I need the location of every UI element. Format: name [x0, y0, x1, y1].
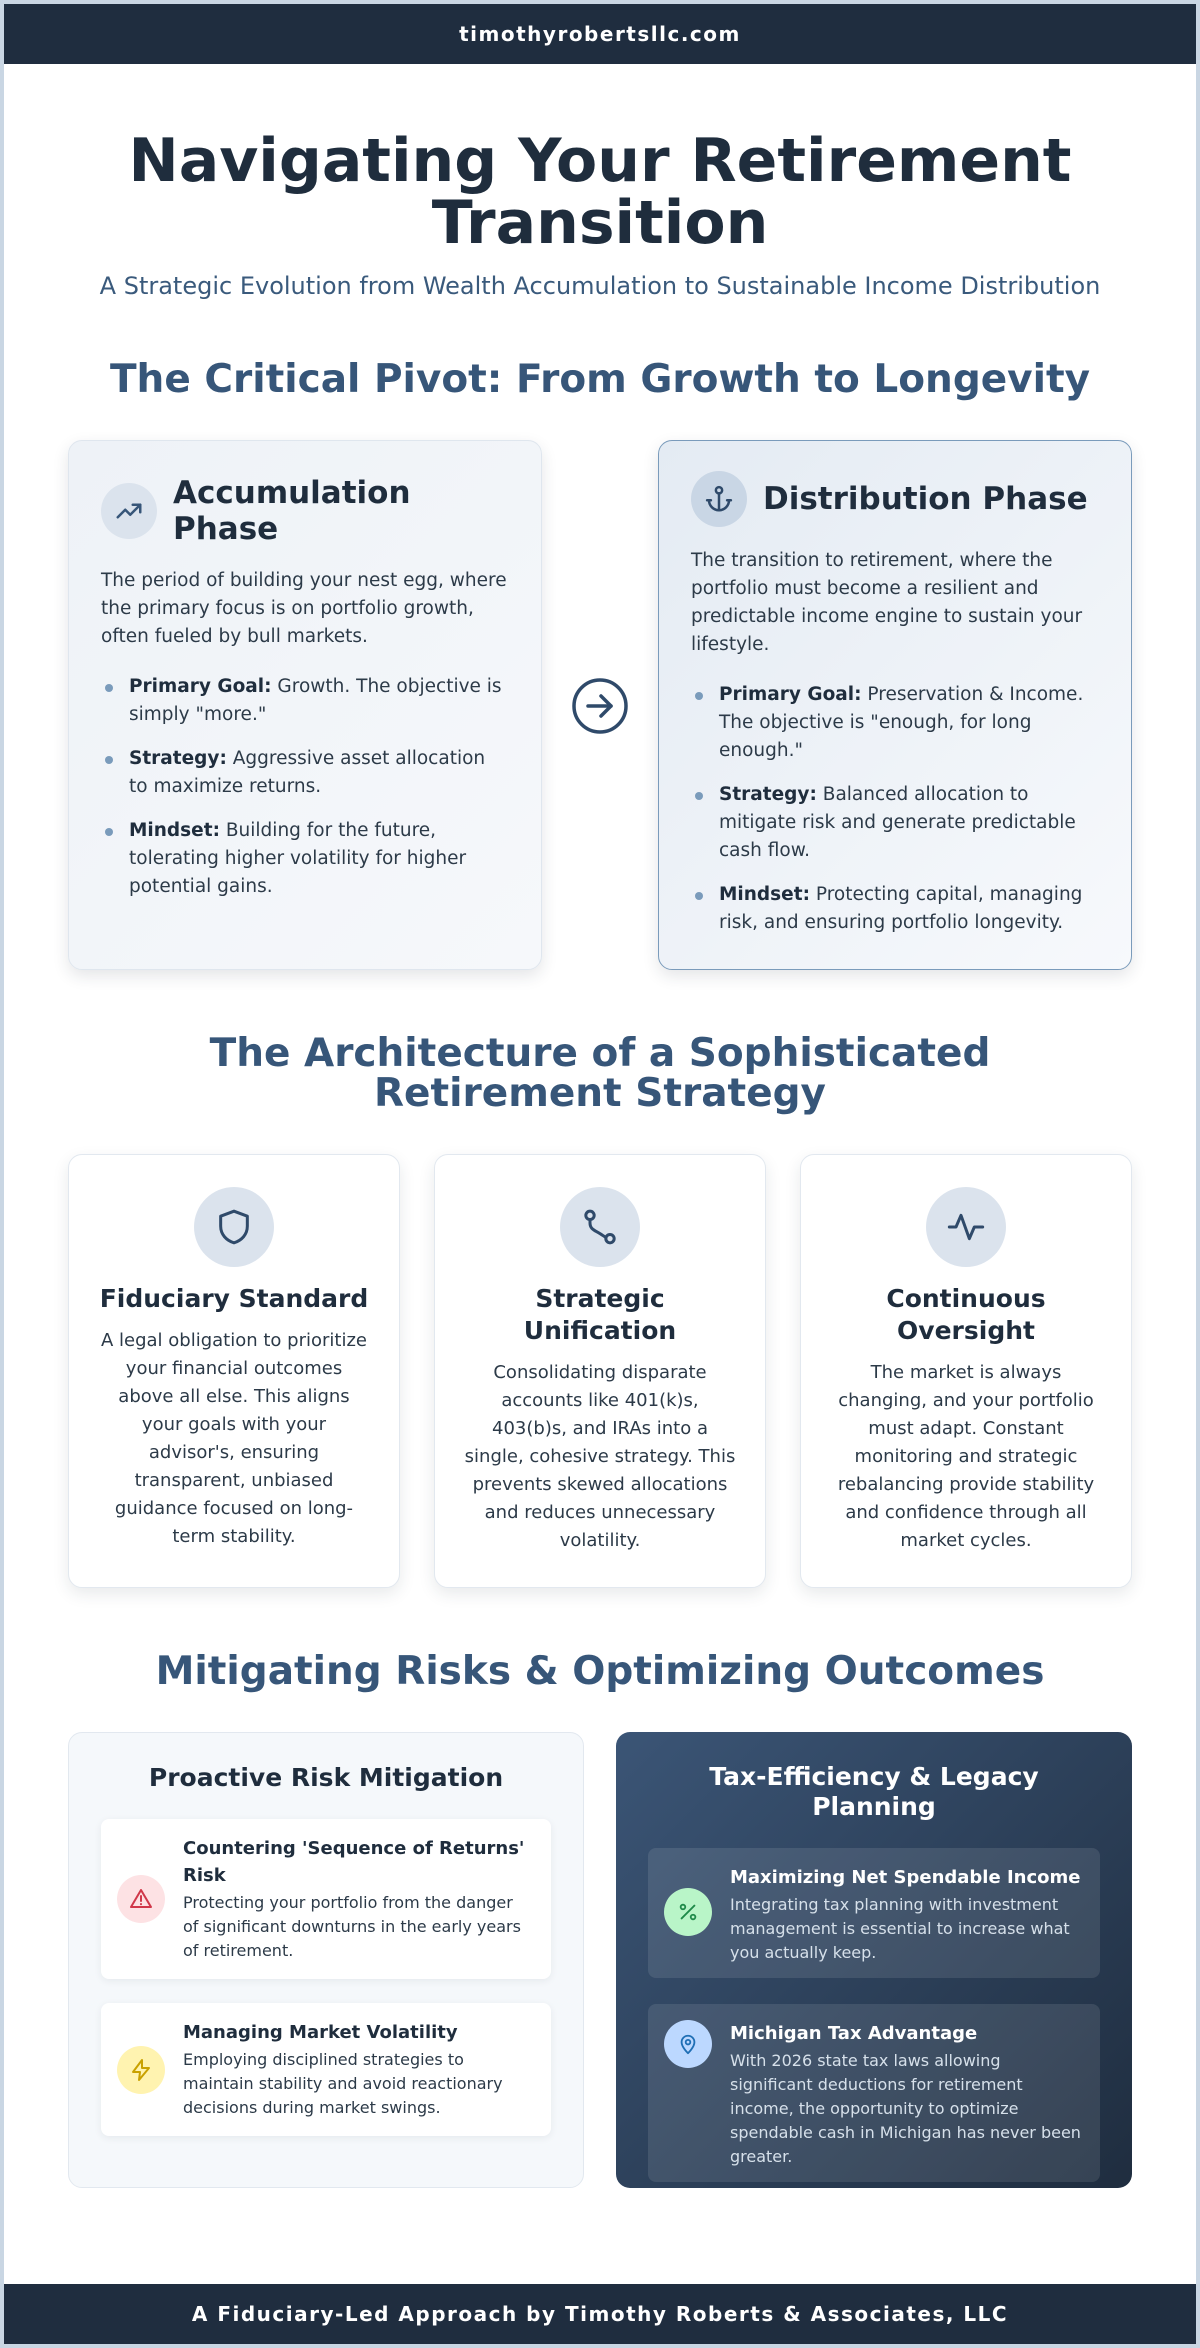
- point-label: Mindset:: [719, 884, 810, 905]
- point-text: Balanced allocation to mitigate risk and generate predictable cash flow.: [719, 784, 1076, 861]
- section-title-architecture: The Architecture of a Sophisticated Retirement Strategy: [209, 1031, 991, 1116]
- tax-legacy-panel: [616, 1732, 1132, 2188]
- pillar-title: Continuous Oversight: [886, 1284, 1046, 1345]
- accumulation-card: [68, 440, 542, 970]
- distribution-card: [658, 440, 1132, 970]
- pillar-title: Strategic Unification: [523, 1284, 677, 1345]
- risk-item-description: Protecting your portfolio from the danger of significant downturns in the early years of retirement.: [183, 1893, 521, 1960]
- tax-item-title: Maximizing Net Spendable Income: [730, 1867, 1081, 1888]
- arrow-right-circle-icon: [570, 676, 630, 736]
- lightning-icon: [117, 2046, 165, 2094]
- point-label: Mindset:: [129, 820, 220, 841]
- map-pin-icon: [664, 2020, 712, 2068]
- footer-text: A Fiduciary-Led Approach by Timothy Roberts & Associates, LLC: [191, 2302, 1009, 2326]
- list-item: [691, 681, 1099, 765]
- alert-triangle-icon: [117, 1875, 165, 1923]
- accumulation-points: [101, 673, 509, 901]
- trending-up-icon: [101, 483, 157, 539]
- tax-item-description: With 2026 state tax laws allowing significant deductions for retirement income, the opportunity to optimize spendable cash in Michigan has never been greater.: [730, 2051, 1081, 2166]
- infographic-page: [4, 4, 1196, 2344]
- tax-item-title: Michigan Tax Advantage: [730, 2023, 978, 2044]
- point-label: Strategy:: [719, 784, 817, 805]
- risk-item-title: Countering 'Sequence of Returns' Risk: [183, 1838, 525, 1886]
- anchor-icon: [691, 471, 747, 527]
- point-label: Primary Goal:: [719, 684, 862, 705]
- pillar-description: A legal obligation to prioritize your financial outcomes above all else. This aligns your goals with your advisor's, ensuring transparent, unbiased guidance focused on long-term stability.: [100, 1330, 367, 1547]
- risk-item-description: Employing disciplined strategies to maintain stability and avoid reactionary decisions during market swings.: [183, 2050, 503, 2117]
- accumulation-description: The period of building your nest egg, where the primary focus is on portfolio growth, often fueled by bull markets.: [101, 570, 507, 647]
- site-domain[interactable]: timothyrobertsllc.com: [459, 22, 741, 46]
- accumulation-header: [101, 475, 509, 547]
- point-text: Building for the future, tolerating higher volatility for higher potential gains.: [129, 820, 467, 897]
- tax-item-michigan: [648, 2004, 1100, 2182]
- list-item: [101, 745, 509, 801]
- point-text: Growth. The objective is simply "more.": [129, 676, 502, 725]
- panel-title: Proactive Risk Mitigation: [148, 1763, 504, 1792]
- site-footer: [4, 2284, 1196, 2344]
- point-text: Aggressive asset allocation to maximize returns.: [129, 748, 486, 797]
- point-text: Protecting capital, managing risk, and ensuring portfolio longevity.: [719, 884, 1083, 933]
- risk-item-volatility: [101, 2003, 551, 2136]
- tax-item-description: Integrating tax planning with investment management is essential to increase what you actually keep.: [730, 1895, 1070, 1962]
- route-icon: [560, 1187, 640, 1267]
- site-header: [4, 4, 1196, 64]
- pillar-card-fiduciary: [68, 1154, 400, 1588]
- distribution-title: Distribution Phase: [763, 481, 1088, 517]
- risk-mitigation-panel: [68, 1732, 584, 2188]
- accumulation-title: Accumulation Phase: [173, 475, 411, 547]
- pillar-title: Fiduciary Standard: [99, 1284, 369, 1313]
- page-title: Navigating Your Retirement Transition: [128, 126, 1072, 258]
- distribution-header: [691, 471, 1099, 527]
- pillar-card-oversight: [800, 1154, 1132, 1588]
- list-item: [691, 781, 1099, 865]
- pillar-description: The market is always changing, and your portfolio must adapt. Constant monitoring and strategic rebalancing provide stability and confidence through all market cycles.: [837, 1362, 1095, 1551]
- pillar-card-unification: [434, 1154, 766, 1588]
- tax-item-net-income: [648, 1848, 1100, 1978]
- shield-icon: [194, 1187, 274, 1267]
- distribution-description: The transition to retirement, where the portfolio must become a resilient and predictable income engine to sustain your lifestyle.: [691, 550, 1083, 655]
- point-label: Primary Goal:: [129, 676, 272, 697]
- point-text: Preservation & Income. The objective is "enough, for long enough.": [719, 684, 1084, 761]
- risk-item-sequence: [101, 1819, 551, 1979]
- activity-icon: [926, 1187, 1006, 1267]
- point-label: Strategy:: [129, 748, 227, 769]
- distribution-points: [691, 681, 1099, 937]
- panel-title: Tax-Efficiency & Legacy Planning: [709, 1762, 1039, 1821]
- list-item: [691, 881, 1099, 937]
- section-title-pivot: The Critical Pivot: From Growth to Longevity: [109, 357, 1091, 402]
- section-title-risks: Mitigating Risks & Optimizing Outcomes: [155, 1649, 1045, 1694]
- page-subtitle: A Strategic Evolution from Wealth Accumulation to Sustainable Income Distribution: [99, 272, 1101, 300]
- risk-item-title: Managing Market Volatility: [183, 2022, 458, 2043]
- pillar-description: Consolidating disparate accounts like 401(k)s, 403(b)s, and IRAs into a single, cohesive strategy. This prevents skewed allocations and reduces unnecessary volatility.: [464, 1362, 736, 1551]
- percent-icon: [664, 1888, 712, 1936]
- list-item: [101, 817, 509, 901]
- list-item: [101, 673, 509, 729]
